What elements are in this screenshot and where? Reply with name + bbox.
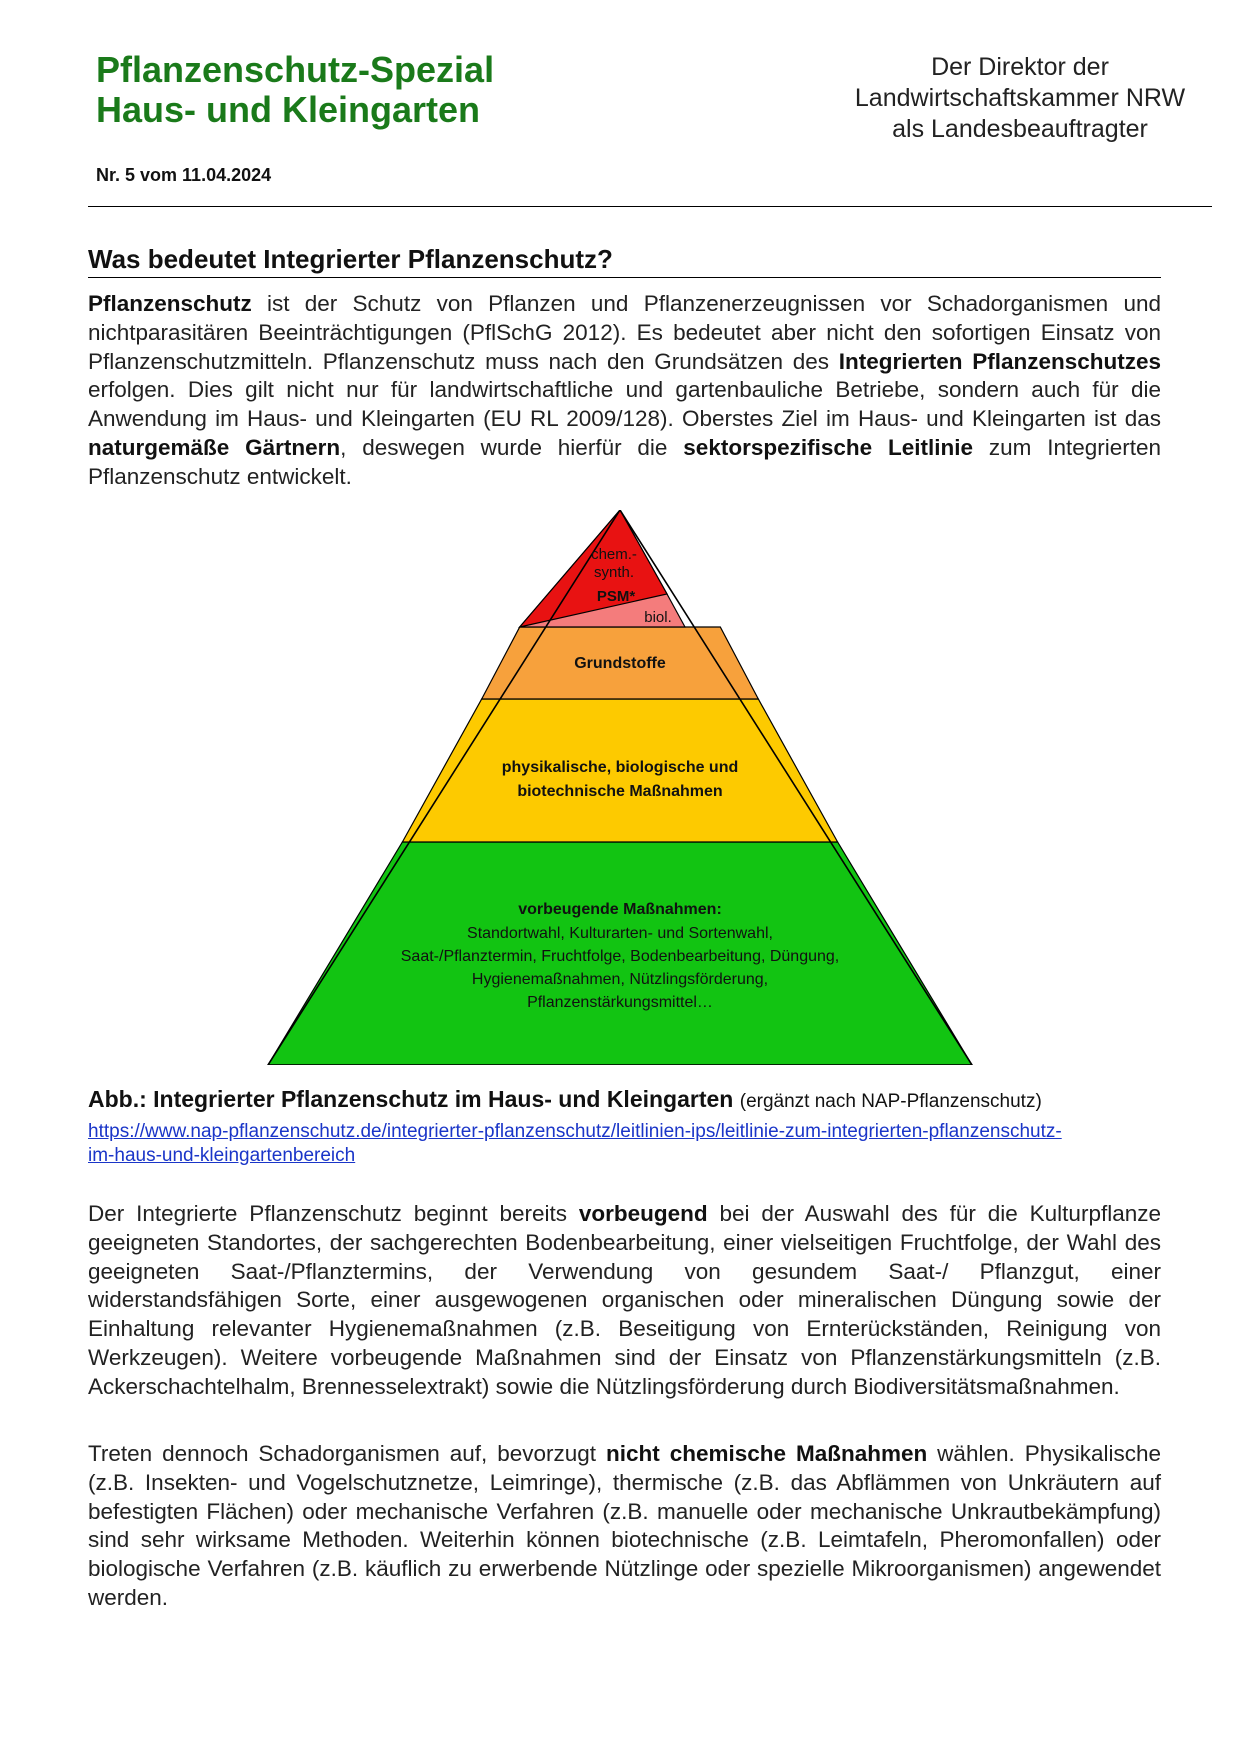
emphasized-text: Pflanzenschutz <box>88 291 252 316</box>
pyramid-label-physikalisch-2: biotechnische Maßnahmen <box>517 783 723 800</box>
emphasized-text: Integrierten Pflanzenschutzes <box>838 348 1161 374</box>
emphasized-text: nicht chemische Maßnahmen <box>606 1441 928 1466</box>
non-chemical-paragraph <box>88 1440 1161 1613</box>
pyramid-label-vorbeugend-2: Saat-/Pflanztermin, Fruchtfolge, Bodenbearbeitung, Düngung, <box>400 948 840 965</box>
pyramid-label-physikalisch-1: physikalische, biologische und <box>501 759 739 776</box>
authority-line2: Landwirtschaftskammer NRW <box>854 84 1186 112</box>
figure-caption-source: (ergänzt nach NAP-Pflanzenschutz) <box>739 1091 1042 1112</box>
section-divider <box>88 277 1161 278</box>
newsletter-title <box>96 50 494 130</box>
body-text: erfolgen. Dies gilt nicht nur für landwirtschaftliche und gartenbauliche Betriebe, sondern auch für die Anwendung im Haus- und Kleingarten (EU RL 2009/128). Oberstes Ziel im Haus- und Kleingarten ist das <box>88 377 1161 432</box>
figure-caption <box>88 1086 1042 1113</box>
authority-line3: als Landesbeauftragter <box>892 115 1148 143</box>
emphasized-text: sektorspezifische Leitlinie <box>683 434 973 460</box>
body-text: ist der Schutz von Pflanzen und Pflanzenerzeugnissen vor Schadorganismen und nichtparasitären Beeinträchtigungen (PflSchG 2012). Es bedeutet aber nicht den sofortigen Einsatz von Pflanzenschutzmitteln. Pflanzenschutz muss nach den Grundsätzen des <box>88 291 1161 374</box>
source-link-line1[interactable]: https://www.nap-pflanzenschutz.de/integrierter-pflanzenschutz/leitlinien-ips/leitlinie-zum-integrierten-pflanzenschutz- <box>88 1121 1062 1142</box>
body-text: zum Integrierten Pflanzenschutz entwickelt. <box>88 434 1162 489</box>
prevention-paragraph <box>88 1200 1161 1402</box>
newsletter-title-line2: Haus- und Kleingarten <box>96 89 481 130</box>
body-text: wählen. Physikalische (z.B. Insekten- und Vogelschutznetze, Leimringe), thermische (z.B. das Abflämmen von Unkräutern auf befestigten Flächen) oder mechanische Verfahren (z.B. manuelle oder mechanische Unkrautbekämpfung) sind sehr wirksame Methoden. Weiterhin können biotechnische (z.B. Leimtafeln, Pheromonfallen) oder biologische Verfahren (z.B. käuflich zu erwerbende Nützlinge oder spezielle Mikroorganismen) angewendet werden. <box>88 1441 1161 1610</box>
ips-pyramid-diagram <box>240 510 1000 1065</box>
emphasized-text: naturgemäße Gärtnern <box>88 434 341 460</box>
body-text: Treten dennoch Schadorganismen auf, bevorzugt <box>88 1441 606 1466</box>
pyramid-label-psm: PSM* <box>596 588 636 605</box>
pyramid-label-vorbeugend-3: Hygienemaßnahmen, Nützlingsförderung, <box>471 971 769 988</box>
pyramid-label-synth: synth. <box>593 564 635 581</box>
section-heading: Was bedeutet Integrierter Pflanzenschutz? <box>88 244 613 274</box>
authority-line1: Der Direktor der <box>931 53 1109 81</box>
issuing-authority <box>820 52 1220 145</box>
body-text: bei der Auswahl des für die Kulturpflanze geeigneten Standortes, der sachgerechten Bodenbearbeitung, einer vielseitigen Fruchtfolge, der Wahl des geeigneten Saat-/Pflanztermins, der Verwendung von gesundem Saat-/ Pflanzgut, einer widerstandsfähigen Sorte, einer ausgewogenen organischen oder mineralischen Düngung sowie der Einhaltung relevanter Hygienemaßnahmen (z.B. Beseitigung von Ernterückständen, Reinigung von Werkzeugen). Weitere vorbeugende Maßnahmen sind der Einsatz von Pflanzenstärkungsmitteln (z.B. Ackerschachtelhalm, Brennesselextrakt) sowie die Nützlingsförderung durch Biodiversitätsmaßnahmen. <box>88 1201 1161 1399</box>
pyramid-label-vorbeugend-4: Pflanzenstärkungsmittel… <box>527 994 713 1011</box>
body-text: , deswegen wurde hierfür die <box>340 434 684 460</box>
body-text: Der Integrierte Pflanzenschutz beginnt bereits <box>88 1201 579 1226</box>
intro-paragraph <box>88 290 1161 492</box>
pyramid-label-grundstoffe: Grundstoffe <box>574 655 666 672</box>
source-link[interactable] <box>88 1120 1168 1168</box>
issue-number: Nr. 5 vom 11.04.2024 <box>96 165 272 185</box>
figure-caption-title: Abb.: Integrierter Pflanzenschutz im Haus- und Kleingarten <box>88 1086 734 1112</box>
emphasized-text: vorbeugend <box>578 1201 708 1226</box>
header-divider <box>88 206 1212 207</box>
pyramid-label-vorbeugend-title: vorbeugende Maßnahmen: <box>518 901 722 918</box>
pyramid-label-vorbeugend-1: Standortwahl, Kulturarten- und Sortenwahl, <box>467 925 773 942</box>
pyramid-label-chem: chem.- <box>591 546 637 563</box>
newsletter-title-line1: Pflanzenschutz-Spezial <box>96 49 495 90</box>
pyramid-label-biol: biol. <box>644 609 672 626</box>
source-link-line2[interactable]: im-haus-und-kleingartenbereich <box>88 1145 356 1166</box>
